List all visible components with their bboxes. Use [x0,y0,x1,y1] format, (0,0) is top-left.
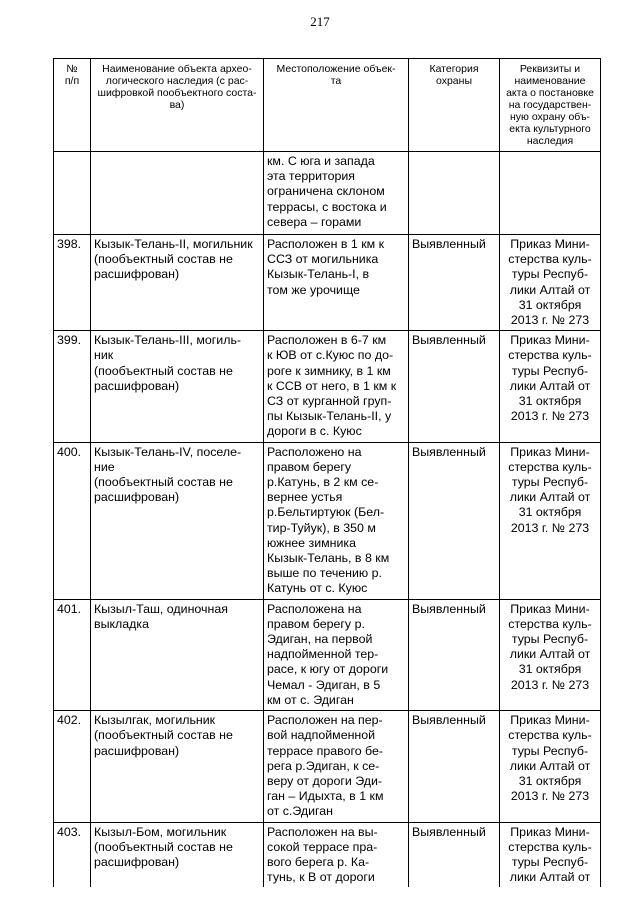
text-line: (пообъектный состав не [94,475,233,490]
cell-requisites [500,442,601,599]
text-line: Реквизиты и [519,63,581,75]
cell-location [264,152,409,235]
header-name [91,59,264,152]
text-line: Кызыл-Таш, одиночная [94,601,228,616]
text-line: наименование [514,75,586,87]
text-line: южнее зимника [267,535,356,550]
text-line: стерства куль- [508,252,592,267]
text-line: Категория [429,63,479,75]
text-line: стерства куль- [508,459,592,474]
cell-name [91,442,264,599]
cell-category: Выявленный [409,331,500,442]
cell-name [91,235,264,331]
text-line: сокой террасе пра- [267,839,378,854]
text-line: туры Респуб- [511,743,589,758]
cell-location [264,822,409,887]
text-line: Приказ Мини- [510,237,590,251]
text-line: 31 октября [518,297,582,312]
cell-name [91,822,264,887]
text-line: 2013 г. № 273 [510,677,590,692]
text-line: пы Кызык-Телань-II, у [267,409,392,424]
text-line: 2013 г. № 273 [510,520,590,535]
text-line: правом берегу [267,459,352,474]
text-line: расшифрован) [94,743,180,758]
cell-name [91,599,264,710]
cell-num: 399. [54,331,91,442]
text-line: расшифрован) [94,490,180,505]
text-line: п/п [64,75,80,87]
page-number: 217 [310,14,330,29]
text-line: Кызык-Телань-IV, поселе- [94,444,242,459]
cell-name [91,711,264,822]
cell-location [264,331,409,442]
text-line: (пообъектный состав не [94,839,233,854]
text-line: стерства куль- [508,839,592,854]
text-line: лики Алтай от [509,647,591,662]
text-line: наследия [526,135,574,147]
text-line: лики Алтай от [509,870,591,885]
cell-location [264,442,409,599]
text-line: на государствен- [508,99,592,111]
text-line: Расположен на пер- [267,713,383,728]
text-line: вой надпойменной [267,728,376,743]
text-line: Приказ Мини- [510,333,590,348]
text-line: км от с. Эдиган [267,692,354,707]
text-line: Кызыл-Бом, могильник [94,824,227,839]
text-line: туры Респуб- [511,475,589,490]
text-line: террасы, с востока и [267,199,387,214]
cell-location [264,599,409,710]
text-line: лики Алтай от [509,282,591,297]
text-line: (пообъектный состав не [94,728,233,743]
text-line: туры Респуб- [511,363,589,378]
text-line: том же урочище [267,282,360,297]
cell-num: 401. [54,599,91,710]
text-line: стерства куль- [508,728,592,743]
text-line: Кызык-Телань, в 8 км [267,551,390,566]
cell-num: 400. [54,442,91,599]
text-line: расе, к югу от дороги [267,662,389,677]
text-line: тир-Туйук), в 350 м [267,520,376,535]
text-line: 31 октября [518,662,582,677]
text-line: 31 октября [518,505,582,520]
cell-requisites [500,599,601,710]
text-line: СЗ от курганной груп- [267,394,392,409]
table-header-row [54,59,601,152]
cell-category [409,152,500,235]
cell-category: Выявленный [409,442,500,599]
text-line: вернее устья [267,490,343,505]
text-line: Катунь от с. Куюс [267,581,368,596]
text-line: расшифрован) [94,854,180,869]
cell-requisites [500,331,601,442]
cell-name [91,331,264,442]
cell-category: Выявленный [409,711,500,822]
text-line: ограничена склоном [267,184,385,199]
cell-requisites [500,235,601,331]
text-line: р.Бельтиртуюк (Бел- [267,505,385,520]
text-line: ную охрану объ- [509,111,591,123]
table-row [54,822,601,887]
text-line: екта культурного [509,123,591,135]
text-line: 2013 г. № 273 [510,789,590,804]
text-line: выше по течению р. [267,566,383,581]
text-line: Кызылгак, могильник [94,713,216,728]
text-line: выкладка [94,616,149,631]
cell-num: 402. [54,711,91,822]
text-line: Расположено на [267,444,362,459]
text-line: Наименование объекта архео- [102,63,252,75]
table-row [54,711,601,822]
text-line: Кызык-Телань-II, могильник [94,237,253,251]
text-line: ва) [169,99,185,111]
cell-requisites [500,822,601,887]
text-line: р.Катунь, в 2 км се- [267,475,379,490]
cell-name [91,152,264,235]
text-line: дороги в с. Куюс [267,424,362,439]
text-line: ник [94,348,114,363]
text-line: шифровкой пообъектного соста- [97,87,257,99]
text-line: к ЮВ от с.Куюс по до- [267,348,394,363]
text-line: лики Алтай от [509,490,591,505]
cell-category: Выявленный [409,599,500,710]
text-line: Расположен в 1 км к [267,237,385,251]
text-line: Расположена на [267,601,362,616]
table-row [54,331,601,442]
text-line: Кызык-Телань-III, могиль- [94,333,242,348]
text-line: вого берега р. Ка- [267,854,370,869]
text-line: 2013 г. № 273 [510,313,590,328]
text-line: Расположен на вы- [267,824,378,839]
text-line: км. С юга и запада [267,154,375,168]
text-line: (пообъектный состав не [94,252,233,267]
cell-location [264,711,409,822]
cell-category: Выявленный [409,235,500,331]
text-line: рега р.Эдиган, к се- [267,758,380,773]
text-line: к ССВ от него, в 1 км к [267,378,397,393]
text-line: расшифрован) [94,378,180,393]
text-line: стерства куль- [508,348,592,363]
table-row [54,235,601,331]
text-line: ние [94,459,115,474]
text-line: лики Алтай от [509,378,591,393]
text-line: 31 октября [518,773,582,788]
cell-location [264,235,409,331]
text-line: № [66,63,78,75]
table-row [54,599,601,710]
text-line: Эдиган, на первой [267,632,373,647]
text-line: Расположен в 6-7 км [267,333,387,348]
text-line: севера – горами [267,214,362,229]
text-line: террасе правого бе- [267,743,384,758]
cell-requisites [500,711,601,822]
text-line: стерства куль- [508,616,592,631]
text-line: туры Респуб- [511,267,589,282]
text-line: эта территория [267,169,355,184]
text-line: Приказ Мини- [510,444,590,459]
continuation-row [54,152,601,235]
text-line: ССЗ от могильника [267,252,379,267]
text-line: веру от дороги Эди- [267,773,383,788]
cell-requisites [500,152,601,235]
text-line: логического наследия (с рас- [105,75,249,87]
text-line: (пообъектный состав не [94,363,233,378]
text-line: ган – Идыхта, в 1 км [267,789,384,804]
text-line: 31 октября [518,394,582,409]
header-category [409,59,500,152]
text-line: акта о постановке [506,87,594,99]
text-line: Чемал - Эдиган, в 5 [267,677,381,692]
text-line: Кызык-Телань-I, в [267,267,370,282]
text-line: та [330,75,342,87]
text-line: Местоположение объек- [276,63,396,75]
text-line: Приказ Мини- [510,824,590,839]
text-line: расшифрован) [94,267,180,282]
text-line: правом берегу р. [267,616,365,631]
heritage-registry-table [53,58,601,887]
text-line: тунь, к В от дороги [267,870,375,885]
text-line: 2013 г. № 273 [510,409,590,424]
cell-num: 403. [54,822,91,887]
text-line: Приказ Мини- [510,713,590,728]
text-line: надпойменной тер- [267,647,379,662]
cell-num [54,152,91,235]
header-location [264,59,409,152]
header-num [54,59,91,152]
text-line: Приказ Мини- [510,601,590,616]
text-line: туры Респуб- [511,854,589,869]
cell-num: 398. [54,235,91,331]
text-line: от с.Эдиган [267,804,333,819]
text-line: лики Алтай от [509,758,591,773]
cell-category: Выявленный [409,822,500,887]
header-requisites [500,59,601,152]
text-line: роге к зимнику, в 1 км [267,363,391,378]
table-row [54,442,601,599]
text-line: туры Респуб- [511,632,589,647]
text-line: охраны [436,75,472,87]
